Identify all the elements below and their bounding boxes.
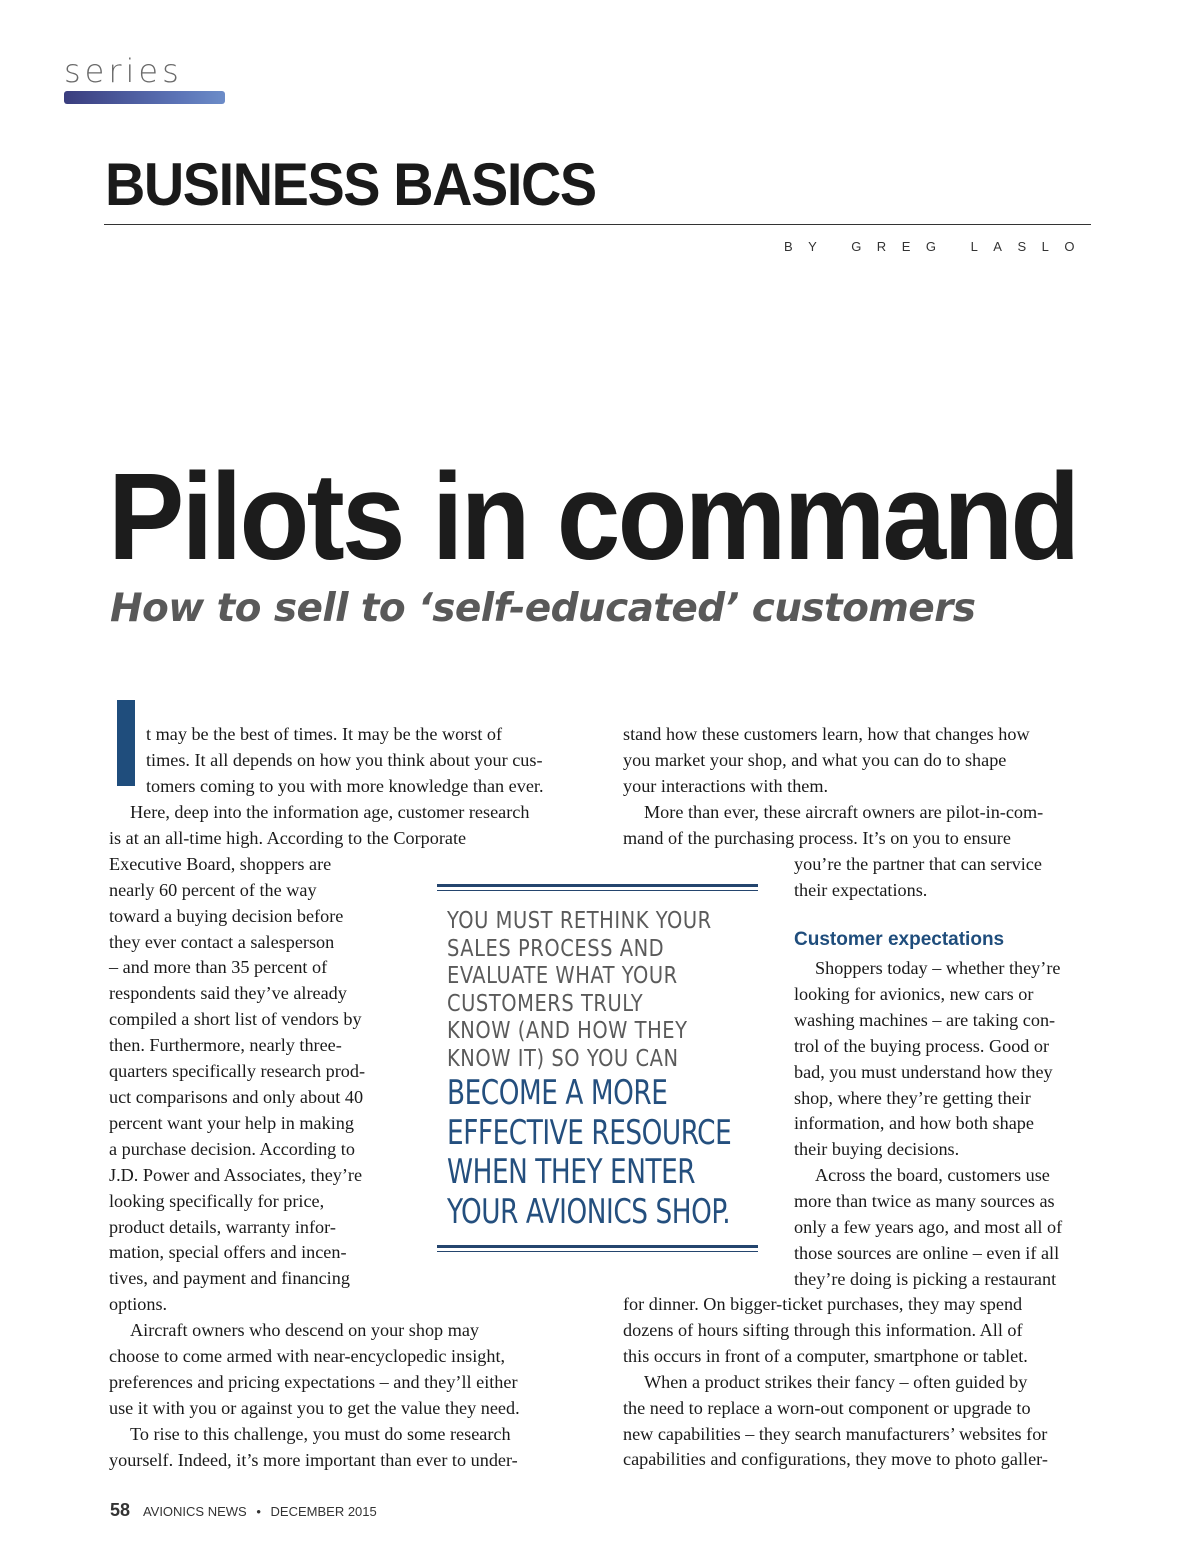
footer-separator: • bbox=[256, 1504, 261, 1519]
pullquote-line: KNOW IT) SO YOU CAN bbox=[447, 1043, 679, 1072]
text-line: information, and how both shape bbox=[794, 1113, 1034, 1134]
text-line: respondents said they’ve already bbox=[109, 983, 347, 1004]
pullquote-bottom-rule bbox=[437, 1245, 758, 1252]
text-line: mand of the purchasing process. It’s on you to ensure bbox=[623, 827, 1011, 848]
text-line: this occurs in front of a computer, smartphone or tablet. bbox=[623, 1345, 1028, 1366]
text-line: then. Furthermore, nearly three- bbox=[109, 1035, 342, 1056]
text-line: new capabilities – they search manufacturers’ websites for bbox=[623, 1423, 1048, 1444]
text-line: their buying decisions. bbox=[794, 1139, 960, 1160]
col2-bottom bbox=[623, 1292, 1048, 1473]
text-line: only a few years ago, and most all of bbox=[794, 1217, 1063, 1238]
text-line: quarters specifically research prod- bbox=[109, 1061, 366, 1082]
text-line: those sources are online – even if all bbox=[794, 1242, 1060, 1263]
text-line: looking specifically for price, bbox=[109, 1190, 325, 1211]
pullquote-line: KNOW (AND HOW THEY bbox=[447, 1016, 688, 1044]
text-line: tomers coming to you with more knowledge than ever. bbox=[146, 775, 544, 796]
text-line: washing machines – are taking con- bbox=[794, 1009, 1056, 1030]
text-line: Aircraft owners who descend on your shop may bbox=[130, 1320, 480, 1341]
text-line: your interactions with them. bbox=[623, 775, 829, 796]
text-line: To rise to this challenge, you must do some research bbox=[130, 1423, 511, 1444]
text-line: compiled a short list of vendors by bbox=[109, 1009, 362, 1030]
col2-narrow-a bbox=[794, 852, 1042, 904]
series-label: series bbox=[64, 52, 183, 90]
text-line: percent want your help in making bbox=[109, 1112, 354, 1133]
text-line: for dinner. On bigger-ticket purchases, they may spend bbox=[623, 1294, 1023, 1314]
page-footer bbox=[110, 1500, 377, 1521]
text-line: yourself. Indeed, it’s more important than ever to under- bbox=[109, 1449, 518, 1470]
text-line: looking for avionics, new cars or bbox=[794, 983, 1034, 1004]
section-title: BUSINESS BASICS bbox=[105, 151, 596, 218]
pullquote-line: BECOME A MORE bbox=[447, 1073, 668, 1113]
text-line: product details, warranty infor- bbox=[109, 1216, 336, 1237]
text-line: tives, and payment and financing bbox=[109, 1268, 350, 1289]
text-line: bad, you must understand how they bbox=[794, 1061, 1053, 1082]
text-line: trol of the buying process. Good or bbox=[794, 1035, 1050, 1056]
text-line: they’re doing is picking a restaurant bbox=[794, 1268, 1057, 1289]
byline: BY GREG LASLO bbox=[783, 239, 1090, 254]
subhead-customer-expectations: Customer expectations bbox=[794, 929, 1005, 950]
text-line: a purchase decision. According to bbox=[109, 1138, 355, 1159]
text-line: When a product strikes their fancy – often guided by bbox=[644, 1371, 1028, 1392]
drop-cap bbox=[117, 700, 135, 786]
text-line: Here, deep into the information age, customer research bbox=[130, 802, 530, 822]
pullquote-line: WHEN THEY ENTER bbox=[447, 1152, 696, 1192]
text-line: you’re the partner that can service bbox=[794, 854, 1042, 874]
col2-top bbox=[623, 722, 1043, 852]
section-divider bbox=[104, 224, 1091, 225]
page-number: 58 bbox=[110, 1500, 131, 1520]
article-deck: How to sell to ‘self-educated’ customers bbox=[110, 586, 976, 631]
text-line: toward a buying decision before bbox=[109, 905, 344, 926]
text-line: times. It all depends on how you think about your cus- bbox=[146, 749, 543, 770]
pullquote-top-rule bbox=[437, 884, 758, 891]
text-line: options. bbox=[109, 1294, 168, 1315]
text-line: the need to replace a worn-out component or upgrade to bbox=[623, 1397, 1031, 1418]
pullquote-line: EFFECTIVE RESOURCE bbox=[447, 1112, 732, 1153]
text-line: t may be the best of times. It may be the worst of bbox=[146, 724, 503, 744]
issue-date: DECEMBER 2015 bbox=[270, 1504, 377, 1519]
text-line: more than twice as many sources as bbox=[794, 1191, 1055, 1212]
pullquote-line: YOU MUST RETHINK YOUR bbox=[447, 906, 712, 934]
text-line: dozens of hours sifting through this information. All of bbox=[623, 1319, 1023, 1340]
pullquote-line: EVALUATE WHAT YOUR bbox=[447, 961, 678, 989]
text-line: choose to come armed with near-encyclopedic insight, bbox=[109, 1346, 506, 1367]
text-line: shop, where they’re getting their bbox=[794, 1087, 1031, 1108]
text-line: their expectations. bbox=[794, 879, 928, 900]
text-line: they ever contact a salesperson bbox=[109, 931, 335, 952]
text-line: mation, special offers and incen- bbox=[109, 1242, 347, 1263]
text-line: capabilities and configurations, they move to photo galler- bbox=[623, 1449, 1048, 1470]
text-line: is at an all-time high. According to the Corporate bbox=[109, 827, 467, 848]
col2-narrow-b bbox=[794, 956, 1062, 1293]
text-line: J.D. Power and Associates, they’re bbox=[109, 1164, 363, 1185]
dropcap-paragraph bbox=[146, 722, 544, 800]
text-line: Shoppers today – whether they’re bbox=[815, 958, 1061, 978]
text-line: uct comparisons and only about 40 bbox=[109, 1086, 364, 1107]
text-line: Across the board, customers use bbox=[815, 1165, 1050, 1186]
pullquote-line: CUSTOMERS TRULY bbox=[447, 988, 644, 1017]
article-headline: Pilots in command bbox=[108, 449, 1078, 586]
pullquote-emphasis bbox=[447, 1074, 731, 1232]
pullquote-line: YOUR AVIONICS SHOP. bbox=[447, 1191, 731, 1232]
text-line: More than ever, these aircraft owners are pilot-in-com- bbox=[644, 801, 1044, 822]
text-line: – and more than 35 percent of bbox=[109, 957, 328, 978]
pullquote-line: SALES PROCESS AND bbox=[447, 933, 665, 962]
text-line: you market your shop, and what you can do to shape bbox=[623, 749, 1007, 770]
publication-name: AVIONICS NEWS bbox=[142, 1504, 247, 1519]
pullquote-lead bbox=[447, 907, 712, 1072]
series-bar bbox=[64, 91, 225, 104]
text-line: Executive Board, shoppers are bbox=[109, 853, 332, 874]
text-line: preferences and pricing expectations – and they’ll either bbox=[109, 1371, 518, 1392]
text-line: nearly 60 percent of the way bbox=[109, 879, 317, 900]
text-line: use it with you or against you to get the value they need. bbox=[109, 1397, 520, 1418]
text-line: stand how these customers learn, how that changes how bbox=[623, 724, 1030, 744]
